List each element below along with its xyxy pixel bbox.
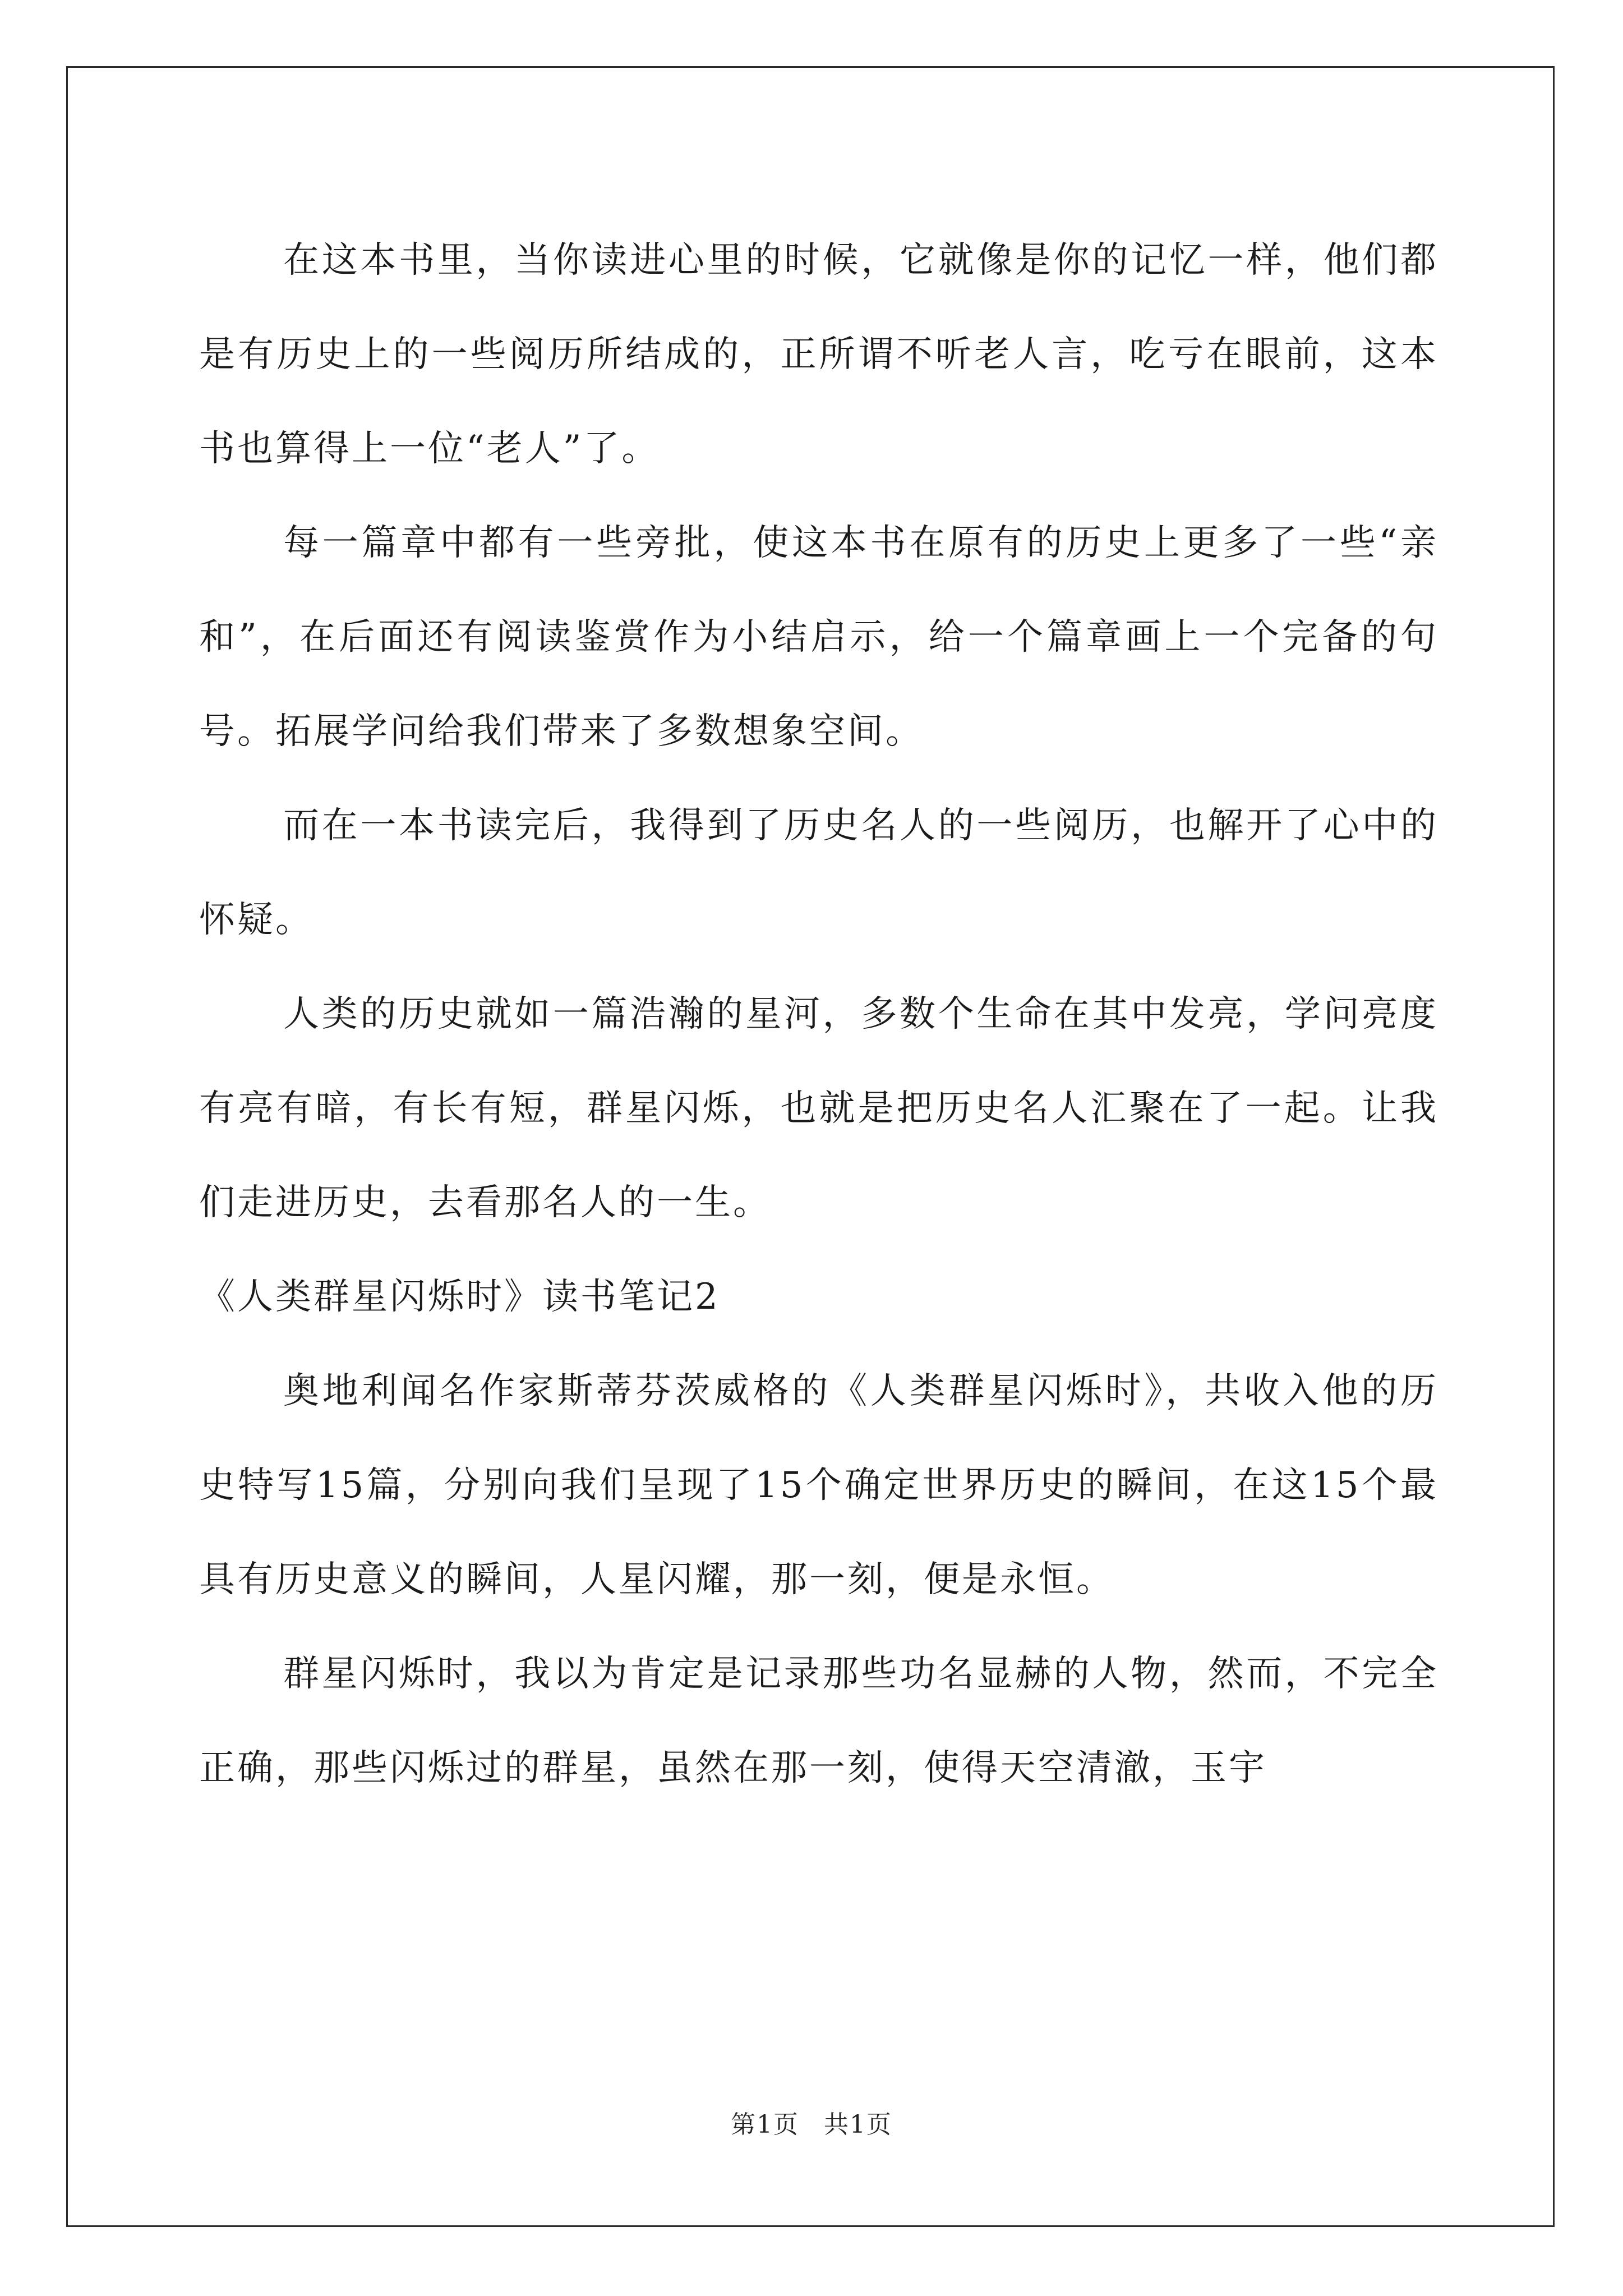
page-total: 共1页 xyxy=(824,2110,892,2139)
page-number: 第1页 xyxy=(731,2110,799,2139)
paragraph: 群星闪烁时，我以为肯定是记录那些功名显赫的人物，然而，不完全正确，那些闪烁过的群星，虽然在那一刻，使得天空清澈，玉宇 xyxy=(199,1653,1438,1789)
section-heading: 《人类群星闪烁时》读书笔记2 xyxy=(199,1276,720,1318)
paragraph: 奥地利闻名作家斯蒂芬茨威格的《人类群星闪烁时》，共收入他的历史特写15篇，分别向我们呈现了15个确定世界历史的瞬间，在这15个最具有历史意义的瞬间，人星闪耀，那一刻，便是永恒。 xyxy=(199,1370,1438,1600)
page-footer xyxy=(0,2108,1623,2142)
paragraph: 人类的历史就如一篇浩瀚的星河，多数个生命在其中发亮，学问亮度有亮有暗，有长有短，群星闪烁，也就是把历史名人汇聚在了一起。让我们走进历史，去看那名人的一生。 xyxy=(199,993,1438,1223)
document-body xyxy=(199,213,1438,1815)
paragraph: 在这本书里，当你读进心里的时候，它就像是你的记忆一样，他们都是有历史上的一些阅历所结成的，正所谓不听老人言，吃亏在眼前，这本书也算得上一位“老人”了。 xyxy=(199,240,1438,470)
paragraph: 而在一本书读完后，我得到了历史名人的一些阅历，也解开了心中的怀疑。 xyxy=(199,805,1438,941)
paragraph: 每一篇章中都有一些旁批，使这本书在原有的历史上更多了一些“亲和”，在后面还有阅读鉴赏作为小结启示，给一个篇章画上一个完备的句号。拓展学问给我们带来了多数想象空间。 xyxy=(199,522,1438,752)
